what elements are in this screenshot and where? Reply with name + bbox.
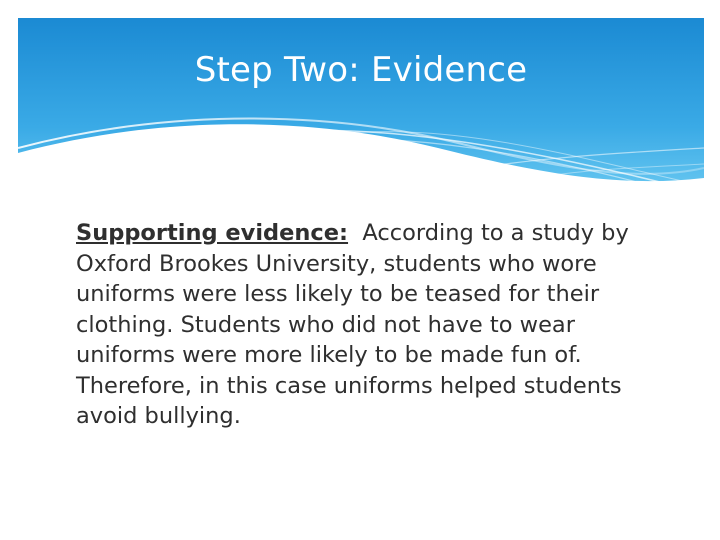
lead-label: Supporting evidence: (76, 220, 349, 246)
body-paragraph (76, 218, 656, 432)
slide-title: Step Two: Evidence (194, 50, 528, 90)
title-banner (18, 18, 704, 200)
banner-graphic (18, 18, 704, 200)
body-text: According to a study by Oxford Brookes University, students who wore uniforms were less likely to be teased for their clothing. Students who did not have to wear uniforms were more likely to be made fun of. Therefore, in this case uniforms helped students avoid bullying. (76, 220, 629, 429)
